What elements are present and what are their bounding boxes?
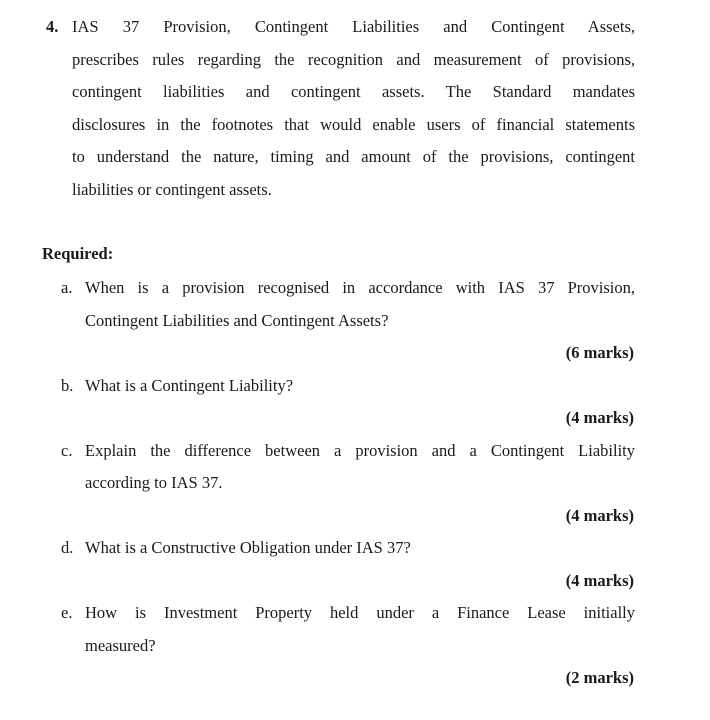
question-number: 4.: [46, 17, 59, 36]
part-letter: a.: [61, 278, 73, 297]
intro-line: to understand the nature, timing and amount of the provisions, contingent: [72, 147, 635, 166]
intro-line: contingent liabilities and contingent assets. The Standard mandates: [72, 82, 635, 101]
marks-label: (6 marks): [565, 343, 634, 362]
required-heading: Required:: [42, 244, 114, 263]
marks-label: (4 marks): [565, 571, 634, 590]
marks-label: (2 marks): [565, 668, 634, 687]
marks-label: (4 marks): [565, 408, 634, 427]
part-letter: e.: [61, 603, 73, 622]
part-text-line: Contingent Liabilities and Contingent Assets?: [85, 311, 389, 330]
part-text-line: When is a provision recognised in accordance with IAS 37 Provision,: [85, 278, 635, 297]
part-letter: b.: [61, 376, 74, 395]
intro-line: prescribes rules regarding the recognition and measurement of provisions,: [72, 50, 635, 69]
part-text-line: What is a Constructive Obligation under IAS 37?: [85, 538, 411, 557]
part-letter: c.: [61, 441, 73, 460]
part-text-line: measured?: [85, 636, 156, 655]
intro-line: liabilities or contingent assets.: [72, 180, 272, 199]
intro-line: IAS 37 Provision, Contingent Liabilities and Contingent Assets,: [72, 17, 635, 36]
part-text-line: according to IAS 37.: [85, 473, 223, 492]
part-letter: d.: [61, 538, 74, 557]
part-text-line: What is a Contingent Liability?: [85, 376, 294, 395]
intro-line: disclosures in the footnotes that would enable users of financial statements: [72, 115, 635, 134]
marks-label: (4 marks): [565, 506, 634, 525]
part-text-line: Explain the difference between a provision and a Contingent Liability: [85, 441, 635, 460]
part-text-line: How is Investment Property held under a Finance Lease initially: [85, 603, 635, 622]
